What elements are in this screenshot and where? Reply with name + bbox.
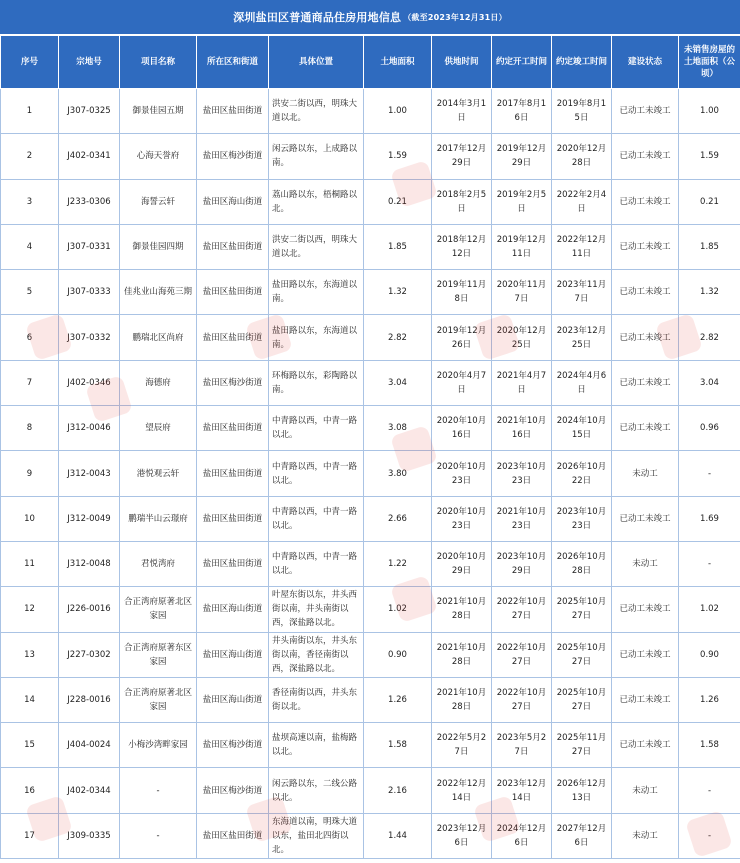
cell-status: 已动工未竣工 — [612, 677, 679, 722]
cell-completion-date: 2025年10月27日 — [552, 632, 612, 677]
header-index: 序号 — [1, 36, 59, 89]
cell-parcel-id: J307-0331 — [59, 224, 120, 269]
cell-district: 盐田区盐田街道 — [197, 89, 269, 134]
cell-index: 8 — [1, 406, 59, 451]
header-status: 建设状态 — [612, 36, 679, 89]
cell-completion-date: 2026年10月28日 — [552, 541, 612, 586]
cell-start-date: 2023年10月29日 — [492, 541, 552, 586]
cell-location: 中青路以西，中青一路以北。 — [269, 541, 364, 586]
cell-start-date: 2020年11月7日 — [492, 270, 552, 315]
cell-project-name: 御景佳园四期 — [120, 224, 197, 269]
cell-start-date: 2019年2月5日 — [492, 179, 552, 224]
cell-status: 已动工未竣工 — [612, 723, 679, 768]
cell-status: 已动工未竣工 — [612, 632, 679, 677]
table-row — [1, 224, 740, 269]
header-start-date: 约定开工时间 — [492, 36, 552, 89]
cell-start-date: 2022年10月27日 — [492, 677, 552, 722]
cell-completion-date: 2020年12月28日 — [552, 134, 612, 179]
cell-supply-date: 2018年2月5日 — [432, 179, 492, 224]
cell-supply-date: 2021年10月28日 — [432, 632, 492, 677]
cell-supply-date: 2020年10月23日 — [432, 496, 492, 541]
cell-unsold-area: 1.02 — [679, 587, 740, 632]
cell-start-date: 2021年10月16日 — [492, 406, 552, 451]
cell-supply-date: 2017年12月29日 — [432, 134, 492, 179]
cell-project-name: 小梅沙湾畔家园 — [120, 723, 197, 768]
cell-status: 已动工未竣工 — [612, 270, 679, 315]
table-row — [1, 89, 740, 134]
cell-completion-date: 2022年2月4日 — [552, 179, 612, 224]
cell-land-area: 0.21 — [364, 179, 432, 224]
cell-project-name: 望辰府 — [120, 406, 197, 451]
cell-unsold-area: 2.82 — [679, 315, 740, 360]
cell-index: 16 — [1, 768, 59, 813]
cell-status: 未动工 — [612, 451, 679, 496]
cell-location: 东海道以南，明珠大道以东，盐田北四街以北。 — [269, 813, 364, 858]
table-row — [1, 587, 740, 632]
cell-supply-date: 2019年11月8日 — [432, 270, 492, 315]
cell-supply-date: 2020年10月23日 — [432, 451, 492, 496]
table-row — [1, 768, 740, 813]
cell-project-name: 君悦湾府 — [120, 541, 197, 586]
cell-unsold-area: 1.59 — [679, 134, 740, 179]
table-row — [1, 134, 740, 179]
cell-completion-date: 2022年12月11日 — [552, 224, 612, 269]
cell-parcel-id: J309-0335 — [59, 813, 120, 858]
cell-parcel-id: J233-0306 — [59, 179, 120, 224]
cell-index: 2 — [1, 134, 59, 179]
cell-land-area: 1.02 — [364, 587, 432, 632]
cell-parcel-id: J307-0332 — [59, 315, 120, 360]
cell-project-name: 佳兆业山海苑三期 — [120, 270, 197, 315]
cell-index: 12 — [1, 587, 59, 632]
cell-project-name: 合正湾府原著东区家园 — [120, 632, 197, 677]
cell-supply-date: 2022年5月27日 — [432, 723, 492, 768]
cell-unsold-area: 1.58 — [679, 723, 740, 768]
cell-unsold-area: 1.69 — [679, 496, 740, 541]
table-row — [1, 360, 740, 405]
cell-completion-date: 2024年4月6日 — [552, 360, 612, 405]
table-row — [1, 315, 740, 360]
table-row — [1, 406, 740, 451]
cell-start-date: 2021年10月23日 — [492, 496, 552, 541]
cell-supply-date: 2020年10月16日 — [432, 406, 492, 451]
cell-status: 未动工 — [612, 768, 679, 813]
cell-start-date: 2022年10月27日 — [492, 587, 552, 632]
cell-index: 15 — [1, 723, 59, 768]
cell-unsold-area: 0.90 — [679, 632, 740, 677]
cell-district: 盐田区盐田街道 — [197, 813, 269, 858]
cell-index: 4 — [1, 224, 59, 269]
cell-district: 盐田区梅沙街道 — [197, 723, 269, 768]
cell-completion-date: 2025年10月27日 — [552, 587, 612, 632]
table-row — [1, 179, 740, 224]
cell-district: 盐田区海山街道 — [197, 587, 269, 632]
cell-supply-date: 2020年10月29日 — [432, 541, 492, 586]
cell-unsold-area: - — [679, 451, 740, 496]
cell-parcel-id: J228-0016 — [59, 677, 120, 722]
cell-parcel-id: J402-0346 — [59, 360, 120, 405]
cell-completion-date: 2019年8月15日 — [552, 89, 612, 134]
cell-land-area: 1.22 — [364, 541, 432, 586]
cell-parcel-id: J226-0016 — [59, 587, 120, 632]
table-row — [1, 632, 740, 677]
cell-land-area: 3.08 — [364, 406, 432, 451]
cell-project-name: 心海天誉府 — [120, 134, 197, 179]
cell-parcel-id: J402-0344 — [59, 768, 120, 813]
cell-start-date: 2019年12月29日 — [492, 134, 552, 179]
cell-project-name: 合正湾府原著北区家园 — [120, 587, 197, 632]
cell-start-date: 2020年12月25日 — [492, 315, 552, 360]
cell-status: 已动工未竣工 — [612, 587, 679, 632]
cell-unsold-area: - — [679, 768, 740, 813]
cell-status: 已动工未竣工 — [612, 224, 679, 269]
cell-project-name: 海誓云轩 — [120, 179, 197, 224]
cell-index: 13 — [1, 632, 59, 677]
cell-district: 盐田区盐田街道 — [197, 224, 269, 269]
cell-status: 已动工未竣工 — [612, 496, 679, 541]
cell-unsold-area: - — [679, 541, 740, 586]
cell-district: 盐田区盐田街道 — [197, 496, 269, 541]
header-parcel-id: 宗地号 — [59, 36, 120, 89]
cell-start-date: 2023年10月23日 — [492, 451, 552, 496]
cell-project-name: 鹏瑞北区尚府 — [120, 315, 197, 360]
cell-location: 洪安二街以西，明珠大道以北。 — [269, 89, 364, 134]
cell-unsold-area: 3.04 — [679, 360, 740, 405]
cell-land-area: 1.00 — [364, 89, 432, 134]
cell-location: 洪安二街以西，明珠大道以北。 — [269, 224, 364, 269]
table-row — [1, 496, 740, 541]
cell-completion-date: 2026年12月13日 — [552, 768, 612, 813]
header-row — [1, 36, 740, 89]
cell-start-date: 2023年5月27日 — [492, 723, 552, 768]
cell-parcel-id: J312-0046 — [59, 406, 120, 451]
cell-land-area: 1.44 — [364, 813, 432, 858]
cell-supply-date: 2021年10月28日 — [432, 677, 492, 722]
cell-start-date: 2019年12月11日 — [492, 224, 552, 269]
cell-status: 已动工未竣工 — [612, 179, 679, 224]
table-row — [1, 451, 740, 496]
cell-status: 已动工未竣工 — [612, 406, 679, 451]
cell-completion-date: 2023年11月7日 — [552, 270, 612, 315]
cell-land-area: 1.58 — [364, 723, 432, 768]
cell-location: 盐田路以东，东海道以南。 — [269, 270, 364, 315]
cell-location: 闲云路以东，二线公路以北。 — [269, 768, 364, 813]
cell-status: 未动工 — [612, 813, 679, 858]
cell-index: 7 — [1, 360, 59, 405]
cell-land-area: 1.85 — [364, 224, 432, 269]
cell-land-area: 1.26 — [364, 677, 432, 722]
table-title — [0, 0, 740, 35]
cell-district: 盐田区盐田街道 — [197, 270, 269, 315]
cell-status: 已动工未竣工 — [612, 89, 679, 134]
header-project-name: 项目名称 — [120, 36, 197, 89]
header-completion-date: 约定竣工时间 — [552, 36, 612, 89]
cell-project-name: 合正湾府原著北区家园 — [120, 677, 197, 722]
land-info-table — [0, 35, 740, 859]
cell-location: 闲云路以东，上成路以南。 — [269, 134, 364, 179]
cell-land-area: 2.66 — [364, 496, 432, 541]
cell-supply-date: 2020年4月7日 — [432, 360, 492, 405]
cell-start-date: 2023年12月14日 — [492, 768, 552, 813]
cell-parcel-id: J312-0049 — [59, 496, 120, 541]
cell-status: 已动工未竣工 — [612, 315, 679, 360]
cell-land-area: 2.82 — [364, 315, 432, 360]
cell-status: 已动工未竣工 — [612, 360, 679, 405]
cell-completion-date: 2023年12月25日 — [552, 315, 612, 360]
cell-supply-date: 2019年12月26日 — [432, 315, 492, 360]
cell-index: 14 — [1, 677, 59, 722]
cell-index: 10 — [1, 496, 59, 541]
cell-parcel-id: J312-0048 — [59, 541, 120, 586]
table-row — [1, 813, 740, 858]
header-unsold-area: 未销售房屋的土地面积（公顷） — [679, 36, 740, 89]
cell-completion-date: 2026年10月22日 — [552, 451, 612, 496]
cell-district: 盐田区盐田街道 — [197, 541, 269, 586]
cell-location: 井头南街以东，井头东街以南，香径南街以西，深盐路以北。 — [269, 632, 364, 677]
header-land-area: 土地面积 — [364, 36, 432, 89]
cell-district: 盐田区盐田街道 — [197, 315, 269, 360]
cell-location: 中青路以西，中青一路以北。 — [269, 451, 364, 496]
header-location: 具体位置 — [269, 36, 364, 89]
cell-project-name: 海德府 — [120, 360, 197, 405]
cell-index: 1 — [1, 89, 59, 134]
cell-land-area: 0.90 — [364, 632, 432, 677]
cell-start-date: 2024年12月6日 — [492, 813, 552, 858]
cell-location: 盐坝高速以南，盐梅路以北。 — [269, 723, 364, 768]
cell-index: 11 — [1, 541, 59, 586]
cell-district: 盐田区海山街道 — [197, 179, 269, 224]
cell-completion-date: 2027年12月6日 — [552, 813, 612, 858]
cell-project-name: - — [120, 768, 197, 813]
table-body — [1, 89, 740, 859]
cell-unsold-area: 1.85 — [679, 224, 740, 269]
cell-land-area: 2.16 — [364, 768, 432, 813]
cell-location: 中青路以西，中青一路以北。 — [269, 406, 364, 451]
cell-project-name: 御景佳园五期 — [120, 89, 197, 134]
cell-district: 盐田区梅沙街道 — [197, 134, 269, 179]
table-row — [1, 723, 740, 768]
cell-index: 17 — [1, 813, 59, 858]
cell-supply-date: 2022年12月14日 — [432, 768, 492, 813]
cell-project-name: - — [120, 813, 197, 858]
cell-supply-date: 2018年12月12日 — [432, 224, 492, 269]
table-row — [1, 677, 740, 722]
cell-status: 已动工未竣工 — [612, 134, 679, 179]
cell-start-date: 2017年8月16日 — [492, 89, 552, 134]
cell-unsold-area: 0.96 — [679, 406, 740, 451]
cell-completion-date: 2024年10月15日 — [552, 406, 612, 451]
cell-parcel-id: J227-0302 — [59, 632, 120, 677]
cell-completion-date: 2025年10月27日 — [552, 677, 612, 722]
cell-district: 盐田区梅沙街道 — [197, 768, 269, 813]
cell-completion-date: 2023年10月23日 — [552, 496, 612, 541]
cell-supply-date: 2023年12月6日 — [432, 813, 492, 858]
cell-unsold-area: 1.26 — [679, 677, 740, 722]
cell-supply-date: 2021年10月28日 — [432, 587, 492, 632]
cell-index: 6 — [1, 315, 59, 360]
cell-project-name: 鹏瑞半山云璟府 — [120, 496, 197, 541]
cell-location: 中青路以西，中青一路以北。 — [269, 496, 364, 541]
cell-district: 盐田区梅沙街道 — [197, 360, 269, 405]
cell-land-area: 1.32 — [364, 270, 432, 315]
cell-land-area: 3.80 — [364, 451, 432, 496]
cell-location: 荔山路以东，梧桐路以北。 — [269, 179, 364, 224]
cell-parcel-id: J307-0325 — [59, 89, 120, 134]
cell-land-area: 1.59 — [364, 134, 432, 179]
cell-parcel-id: J404-0024 — [59, 723, 120, 768]
cell-unsold-area: - — [679, 813, 740, 858]
cell-location: 香径南街以西，井头东街以北。 — [269, 677, 364, 722]
table-row — [1, 270, 740, 315]
title-main: 深圳盐田区普通商品住房用地信息 — [233, 11, 402, 24]
cell-index: 3 — [1, 179, 59, 224]
cell-completion-date: 2025年11月27日 — [552, 723, 612, 768]
cell-unsold-area: 1.00 — [679, 89, 740, 134]
header-district: 所在区和街道 — [197, 36, 269, 89]
table-row — [1, 541, 740, 586]
cell-location: 环梅路以东，彩陶路以南。 — [269, 360, 364, 405]
cell-supply-date: 2014年3月1日 — [432, 89, 492, 134]
cell-district: 盐田区盐田街道 — [197, 451, 269, 496]
cell-location: 叶屋东街以东，井头西街以南，井头南街以西，深盐路以北。 — [269, 587, 364, 632]
cell-parcel-id: J402-0341 — [59, 134, 120, 179]
cell-start-date: 2022年10月27日 — [492, 632, 552, 677]
title-sub: （截至2023年12月31日） — [403, 12, 507, 22]
cell-parcel-id: J312-0043 — [59, 451, 120, 496]
header-supply-date: 供地时间 — [432, 36, 492, 89]
cell-parcel-id: J307-0333 — [59, 270, 120, 315]
cell-index: 5 — [1, 270, 59, 315]
cell-status: 未动工 — [612, 541, 679, 586]
cell-location: 盐田路以东，东海道以南。 — [269, 315, 364, 360]
cell-unsold-area: 0.21 — [679, 179, 740, 224]
cell-district: 盐田区盐田街道 — [197, 406, 269, 451]
cell-start-date: 2021年4月7日 — [492, 360, 552, 405]
cell-project-name: 港悦观云轩 — [120, 451, 197, 496]
cell-district: 盐田区海山街道 — [197, 632, 269, 677]
cell-unsold-area: 1.32 — [679, 270, 740, 315]
cell-district: 盐田区海山街道 — [197, 677, 269, 722]
cell-land-area: 3.04 — [364, 360, 432, 405]
cell-index: 9 — [1, 451, 59, 496]
